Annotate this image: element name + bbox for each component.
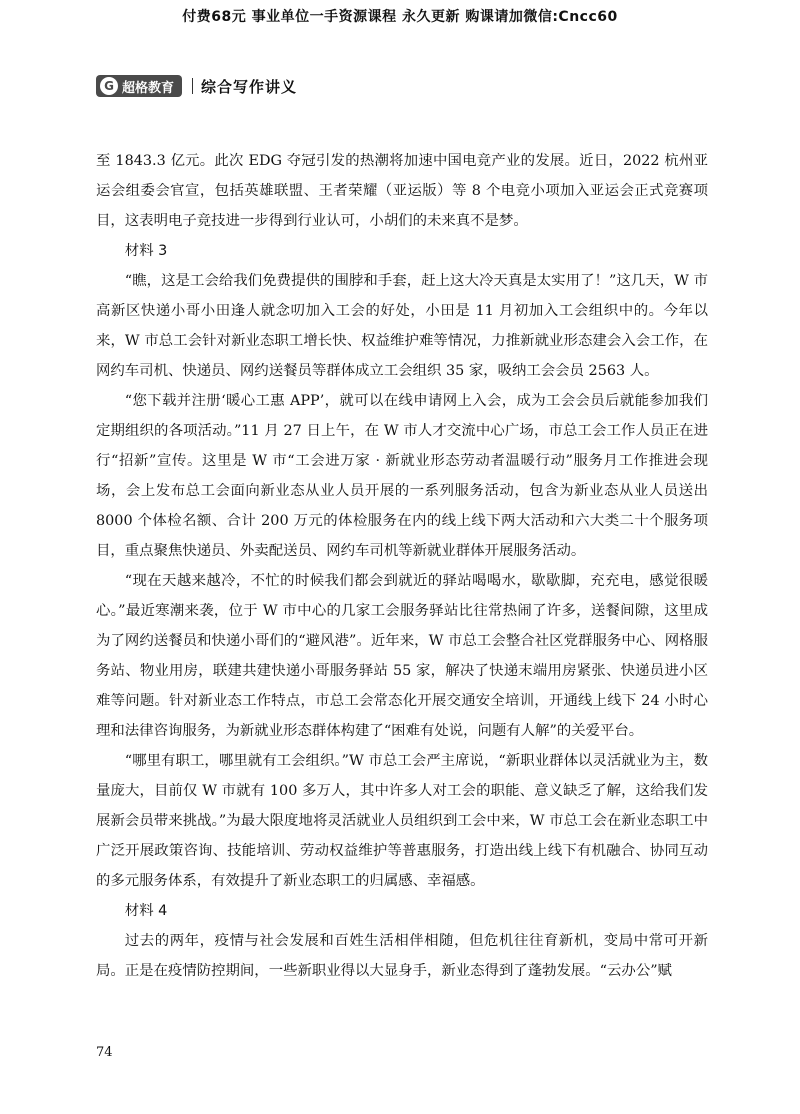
- paragraph: 过去的两年，疫情与社会发展和百姓生活相伴相随，但危机往往育新机，变局中常可开新局。正是在疫情防控期间，一些新职业得以大显身手，新业态得到了蓬勃发展。“云办公”赋: [96, 933, 708, 979]
- page-header: [96, 74, 297, 98]
- section-heading-material-3: 材料 3: [124, 243, 168, 259]
- paragraph: “瞧，这是工会给我们免费提供的围脖和手套，赶上这大冷天真是太实用了！”这几天，W 市高新区快递小哥小田逢人就念叨加入工会的好处，小田是 11 月初加入工会组织中的。今年以来，W 市总工会针对新业态职工增长快、权益维护难等情况，力推新就业形态建会入会工作，在网约车司机、快递员、网约送餐员等群体成立工会组织 35 家，吸纳工会会员 2563 人。: [96, 273, 708, 379]
- header-divider: [192, 78, 193, 94]
- paragraph: “您下载并注册‘暖心工惠 APP’，就可以在线申请网上入会，成为工会会员后就能参加我们定期组织的各项活动。”11 月 27 日上午，在 W 市人才交流中心广场，市总工会工作人员正在进行“招新”宣传。这里是 W 市“工会进万家 · 新就业形态劳动者温暖行动”服务月工作推进会现场，会上发布总工会面向新业态从业人员开展的一系列服务活动，包含为新业态从业人员送出 8000 个体检名额、合计 200 万元的体检服务在内的线上线下两大活动和六大类二十个服务项目，重点聚焦快递员、外卖配送员、网约车司机等新就业群体开展服务活动。: [96, 393, 708, 559]
- paragraph: “哪里有职工，哪里就有工会组织。”W 市总工会严主席说，“新职业群体以灵活就业为主，数量庞大，目前仅 W 市就有 100 多万人，其中许多人对工会的职能、意义缺乏了解，这给我们发展新会员带来挑战。”为最大限度地将灵活就业人员组织到工会中来，W 市总工会在新业态职工中广泛开展政策咨询、技能培训、劳动权益维护等普惠服务，打造出线上线下有机融合、协同互动的多元服务体系，有效提升了新业态职工的归属感、幸福感。: [96, 753, 708, 889]
- section-heading-material-4: 材料 4: [124, 903, 168, 919]
- paragraph: 至 1843.3 亿元。此次 EDG 夺冠引发的热潮将加速中国电竞产业的发展。近日，2022 杭州亚运会组委会官宣，包括英雄联盟、王者荣耀（亚运版）等 8 个电竞小项加入亚运会正式竞赛项目，这表明电子竞技进一步得到行业认可，小胡们的未来真不是梦。: [96, 153, 708, 229]
- logo-text: 超格教育: [122, 80, 175, 96]
- page-number: 74: [96, 1045, 113, 1060]
- top-banner: 付费68元 事业单位一手资源课程 永久更新 购课请加微信:Cncc60: [182, 9, 618, 25]
- brand-logo: [96, 75, 182, 97]
- logo-icon: G: [100, 77, 118, 95]
- page-title: 综合写作讲义: [201, 77, 298, 96]
- document-body: [96, 146, 708, 986]
- paragraph: “现在天越来越冷，不忙的时候我们都会到就近的驿站喝喝水，歇歇脚，充充电，感觉很暖心。”最近寒潮来袭，位于 W 市中心的几家工会服务驿站比往常热闹了许多，送餐间隙，这里成为了网约送餐员和快递小哥们的“避风港”。近年来，W 市总工会整合社区党群服务中心、网格服务站、物业用房，联建共建快递小哥服务驿站 55 家，解决了快递末端用房紧张、快递员进小区难等问题。针对新业态工作特点，市总工会常态化开展交通安全培训，开通线上线下 24 小时心理和法律咨询服务，为新就业形态群体构建了“困难有处说，问题有人解”的关爱平台。: [96, 573, 708, 739]
